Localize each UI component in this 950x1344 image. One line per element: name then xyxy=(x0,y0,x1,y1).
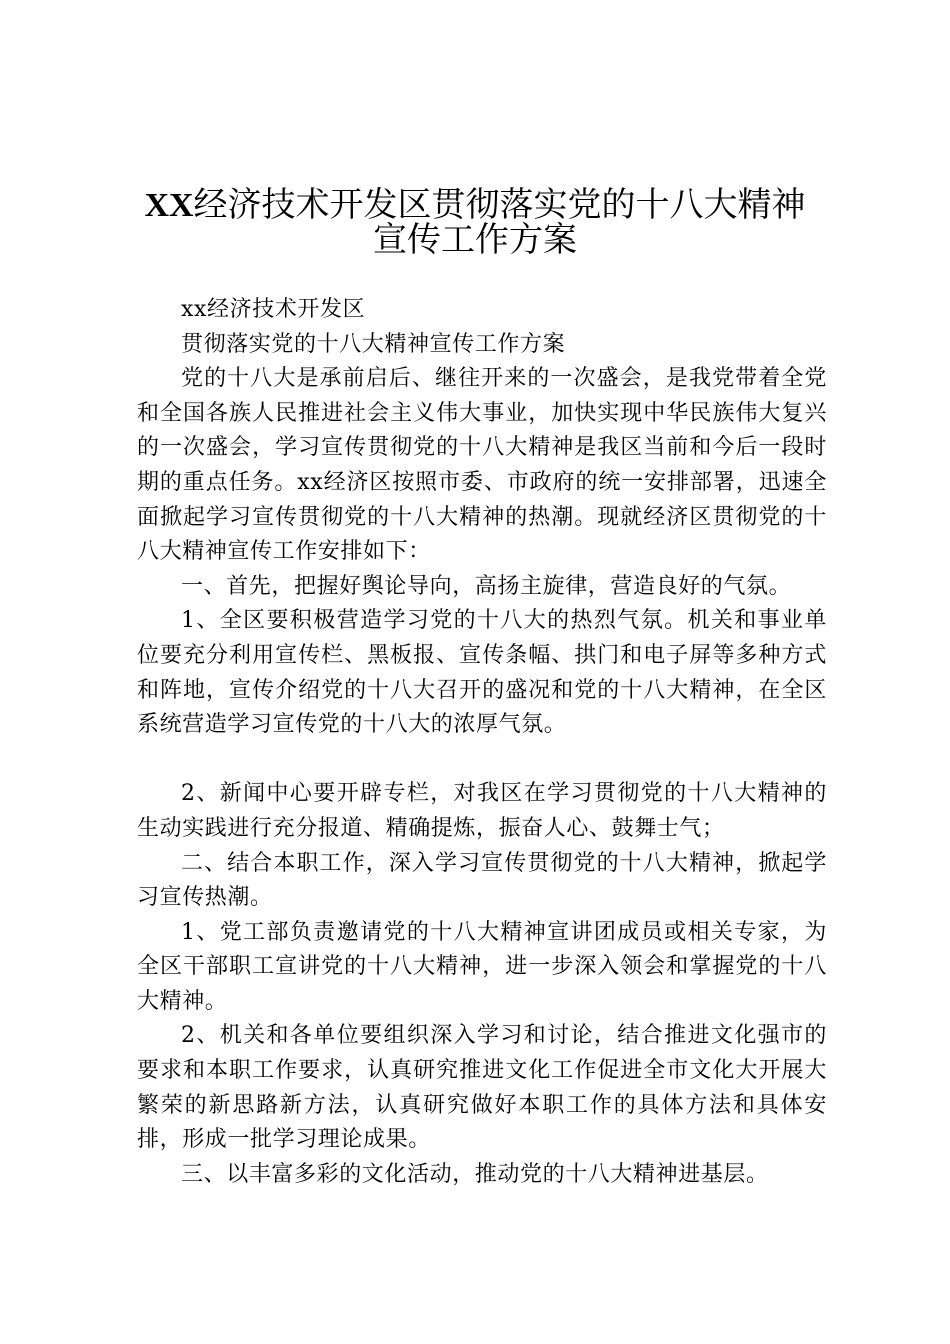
paragraph-section-1: 一、首先，把握好舆论导向，高扬主旋律，营造良好的气氛。 xyxy=(181,573,792,599)
paragraph-1-1: 1、全区要积极营造学习党的十八大的热烈气氛。机关和事业单位要充分利用宣传栏、黑板报、宣传条幅、拱门和电子屏等多种方式和阵地，宣传介绍党的十八大召开的盛况和党的十八大精神，在全区系统营造学习宣传党的十八大的浓厚气氛。 xyxy=(137,608,827,738)
document-title-line-2: 宣传工作方案 xyxy=(373,220,577,260)
paragraph-1-2: 2、新闻中心要开辟专栏，对我区在学习贯彻党的十八大精神的生动实践进行充分报道、精确提炼，振奋人心、鼓舞士气； xyxy=(137,781,827,841)
paragraph-section-2: 二、结合本职工作，深入学习宣传贯彻党的十八大精神，掀起学习宣传热潮。 xyxy=(137,850,827,911)
paragraph-2-2: 2、机关和各单位要组织深入学习和讨论，结合推进文化强市的要求和本职工作要求，认真研究推进文化工作促进全市文化大开展大繁荣的新思路新方法，认真研究做好本职工作的具体方法和具体安排，形成一批学习理论成果。 xyxy=(137,1023,827,1153)
paragraph-section-3: 三、以丰富多彩的文化活动，推动党的十八大精神进基层。 xyxy=(181,1161,769,1187)
subtitle-line: 贯彻落实党的十八大精神宣传工作方案 xyxy=(181,331,566,357)
blank-line xyxy=(137,743,827,778)
paragraph-intro: 党的十八大是承前启后、继往开来的一次盛会，是我党带着全党和全国各族人民推进社会主义伟大事业，加快实现中华民族伟大复兴的一次盛会，学习宣传贯彻党的十八大精神是我区当前和今后一段时期的重点任务。xx经济区按照市委、市政府的统一安排部署，迅速全面掀起学习宣传贯彻党的十八大精神的热潮。现就经济区贯彻党的十八大精神宣传工作安排如下： xyxy=(137,366,827,565)
title-rest: 经济技术开发区贯彻落实党的十八大精神 xyxy=(193,185,806,225)
title-prefix: XX xyxy=(144,187,194,224)
paragraph-2-1: 1、党工部负责邀请党的十八大精神宣讲团成员或相关专家，为全区干部职工宣讲党的十八大精神，进一步深入领会和掌握党的十八大精神。 xyxy=(137,919,827,1014)
org-line: xx经济技术开发区 xyxy=(181,297,366,322)
document-body xyxy=(137,293,827,1192)
